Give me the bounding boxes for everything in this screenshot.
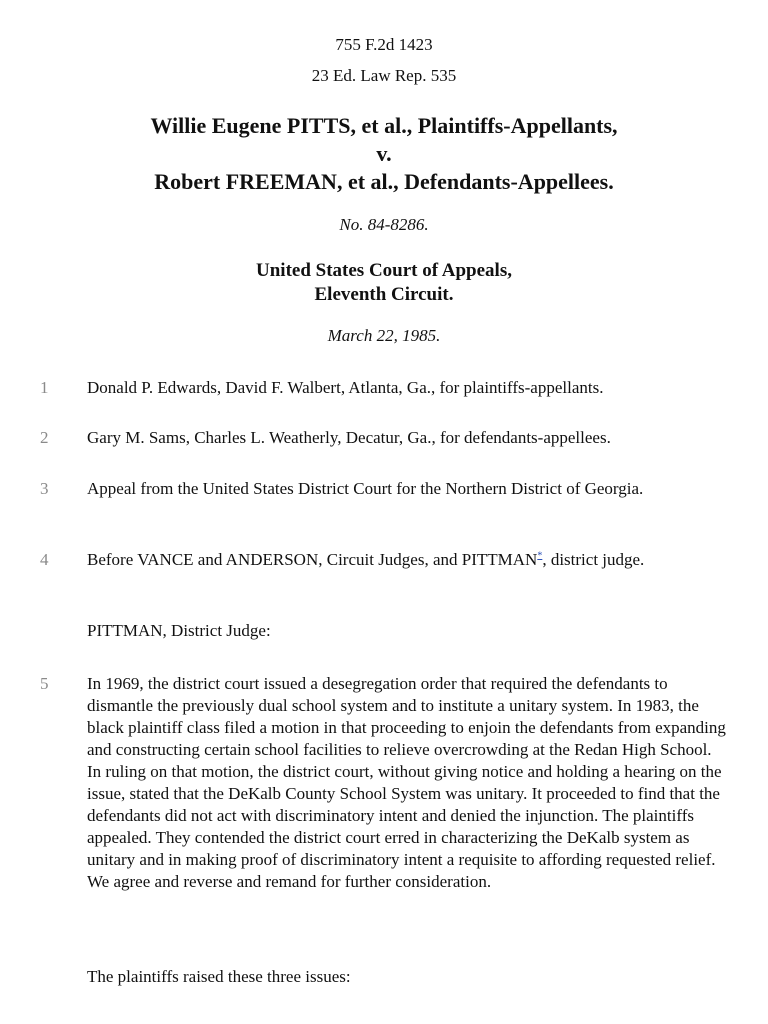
court-name	[0, 259, 768, 307]
paragraph-text: The plaintiffs raised these three issues:	[87, 967, 351, 986]
court-line-2: Eleventh Circuit.	[314, 284, 454, 305]
paragraph-text: Donald P. Edwards, David F. Walbert, Atlanta, Ga., for plaintiffs-appellants.	[87, 378, 604, 397]
paragraph-text: Gary M. Sams, Charles L. Weatherly, Decatur, Ga., for defendants-appellees.	[87, 428, 611, 447]
case-caption	[0, 112, 768, 196]
paragraph-text-after: , district judge.	[542, 550, 645, 569]
defendants-line: Robert FREEMAN, et al., Defendants-Appellees.	[154, 169, 614, 194]
paragraph-text	[87, 549, 727, 571]
plaintiffs-line: Willie Eugene PITTS, et al., Plaintiffs-Appellants,	[150, 113, 618, 138]
paragraph-number: 5	[40, 674, 49, 693]
versus-line: v.	[376, 141, 392, 166]
paragraph-text: Appeal from the United States District Court for the Northern District of Georgia.	[87, 479, 644, 498]
paragraph-number: 1	[40, 378, 49, 397]
secondary-citation: 23 Ed. Law Rep. 535	[311, 66, 457, 85]
footnote-link[interactable]: *	[537, 550, 543, 562]
decision-date: March 22, 1985.	[327, 326, 441, 345]
paragraph-number: 4	[40, 550, 49, 569]
court-line-1: United States Court of Appeals,	[256, 260, 512, 281]
paragraph-number: 3	[40, 479, 49, 498]
docket-number: No. 84-8286.	[339, 215, 429, 234]
opinion-author-text: PITTMAN, District Judge:	[87, 621, 271, 640]
paragraph-number: 2	[40, 428, 49, 447]
paragraph-text-before: Before VANCE and ANDERSON, Circuit Judges, and PITTMAN	[87, 550, 538, 569]
paragraph-text: In 1969, the district court issued a desegregation order that required the defendants to dismantle the previously dual school system and to institute a unitary system. In 1983, the black plaintiff class filed a motion in that proceeding to enjoin the defendants from expanding and constructing certain school facilities to relieve overcrowding at the Redan High School. In ruling on that motion, the district court, without giving notice and holding a hearing on the issue, stated that the DeKalb County School System was unitary. It proceeded to find that the defendants did not act with discriminatory intent and denied the injunction. The plaintiffs appealed. They contended the district court erred in characterizing the DeKalb system as unitary and in making proof of discriminatory intent a requisite to affording requested relief. We agree and reverse and remand for further consideration.	[87, 674, 726, 891]
reporter-citation: 755 F.2d 1423	[335, 35, 433, 54]
